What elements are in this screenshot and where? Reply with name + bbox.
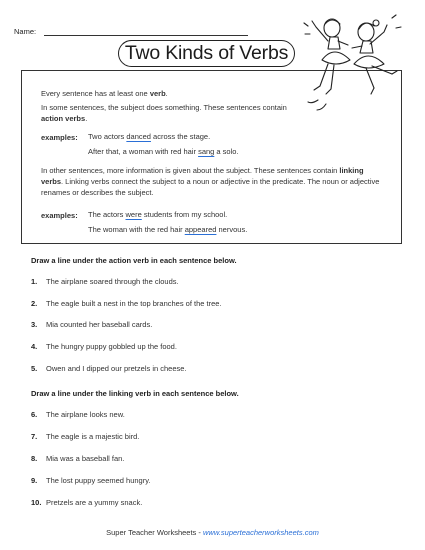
- info-paragraph-action-verbs: In some sentences, the subject does something. These sentences contain action verbs.: [41, 103, 287, 123]
- dancing-actors-illustration: [300, 8, 410, 126]
- action-example-2: After that, a woman with red hair sang a solo.: [88, 147, 239, 156]
- footer-site: Super Teacher Worksheets: [106, 528, 197, 537]
- info-paragraph-linking-verbs: In other sentences, more information is given about the subject. These sentences contain linking verbs. Linking verbs connect the subject to a noun or adjective in the predicate. The noun or adjective renames or describes the subject.: [41, 166, 380, 197]
- examples-label-linking: examples:: [41, 211, 78, 220]
- exercise-item[interactable]: 4. The hungry puppy gobbled up the food.: [31, 342, 177, 351]
- exercise-item[interactable]: 6. The airplane looks new.: [31, 410, 125, 419]
- info-paragraph-verb: Every sentence has at least one verb.: [41, 89, 168, 98]
- title-banner: [118, 40, 295, 67]
- directions-linking-verbs: Draw a line under the linking verb in each sentence below.: [31, 389, 239, 398]
- footer-url-link[interactable]: www.superteacherworksheets.com: [202, 528, 319, 537]
- directions-action-verbs: Draw a line under the action verb in each sentence below.: [31, 256, 237, 265]
- examples-label-action: examples:: [41, 133, 78, 142]
- exercise-item[interactable]: 3. Mia counted her baseball cards.: [31, 320, 153, 329]
- exercise-item[interactable]: 1. The airplane soared through the clouds.: [31, 277, 179, 286]
- name-label: Name:: [14, 27, 37, 36]
- linking-example-1: The actors were students from my school.: [88, 210, 228, 219]
- footer: Super Teacher Worksheets - www.superteacherworksheets.com: [106, 528, 319, 537]
- exercise-item[interactable]: 9. The lost puppy seemed hungry.: [31, 476, 151, 485]
- exercise-item[interactable]: 5. Owen and I dipped our pretzels in cheese.: [31, 364, 187, 373]
- action-example-1: Two actors danced across the stage.: [88, 132, 211, 141]
- underlined-verb: were: [125, 210, 142, 219]
- underlined-verb: appeared: [184, 225, 217, 234]
- underlined-verb: sang: [198, 147, 215, 156]
- exercise-item[interactable]: 8. Mia was a baseball fan.: [31, 454, 125, 463]
- underlined-verb: danced: [126, 132, 151, 141]
- exercise-item[interactable]: 10. Pretzels are a yummy snack.: [31, 498, 143, 507]
- name-line[interactable]: [44, 35, 248, 36]
- linking-example-2: The woman with the red hair appeared nervous.: [88, 225, 248, 234]
- exercise-item[interactable]: 7. The eagle is a majestic bird.: [31, 432, 140, 441]
- page-title: Two Kinds of Verbs: [124, 42, 289, 64]
- exercise-item[interactable]: 2. The eagle built a nest in the top branches of the tree.: [31, 299, 222, 308]
